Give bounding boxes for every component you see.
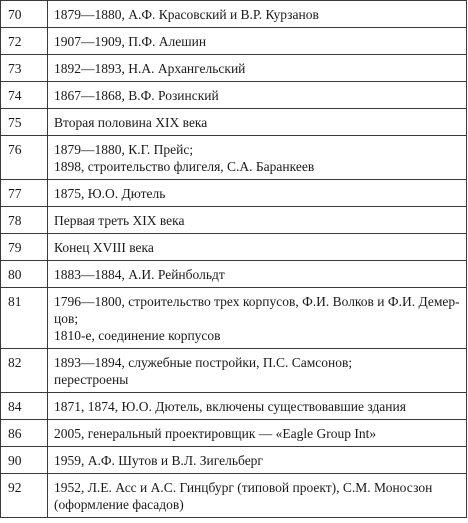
row-number: 76 <box>1 136 48 180</box>
description-line: 1879—1880, К.Г. Прейс; <box>54 142 194 157</box>
table-row <box>1 1 467 28</box>
row-description <box>48 393 467 420</box>
table-row <box>1 55 467 82</box>
table-row <box>1 261 467 288</box>
description-line: Первая треть XIX века <box>54 213 185 228</box>
row-description <box>48 261 467 288</box>
table-row <box>1 447 467 474</box>
row-number: 70 <box>1 1 48 28</box>
row-number: 79 <box>1 234 48 261</box>
row-number: 86 <box>1 420 48 447</box>
row-description <box>48 447 467 474</box>
table-row <box>1 136 467 180</box>
description-line: 1952, Л.Е. Асс и А.С. Гинцбург (типовой проект), С.М. Моносзон <box>54 480 433 495</box>
description-line: цов; <box>54 311 79 326</box>
description-line: перестроены <box>54 372 129 387</box>
description-line: 1893—1894, служебные постройки, П.С. Самсонов; <box>54 355 353 370</box>
row-number: 78 <box>1 207 48 234</box>
row-description <box>48 109 467 136</box>
row-number: 74 <box>1 82 48 109</box>
description-line: 1879—1880, А.Ф. Красовский и В.Р. Курзанов <box>54 7 319 22</box>
row-number: 82 <box>1 349 48 393</box>
row-number: 80 <box>1 261 48 288</box>
row-description <box>48 55 467 82</box>
table-row <box>1 349 467 393</box>
table-row <box>1 234 467 261</box>
row-description <box>48 207 467 234</box>
description-line: 1883—1884, А.И. Рейнбольдт <box>54 267 225 282</box>
row-description <box>48 349 467 393</box>
description-line: 1875, Ю.О. Дютель <box>54 186 166 201</box>
description-line: 1959, А.Ф. Шутов и В.Л. Зигельберг <box>54 453 263 468</box>
table-row <box>1 288 467 349</box>
description-line: Вторая половина XIX века <box>54 115 208 130</box>
table-body <box>1 1 467 518</box>
description-line: 1810-е, соединение корпусов <box>54 328 221 343</box>
row-number: 84 <box>1 393 48 420</box>
description-line: (оформление фасадов) <box>54 497 184 512</box>
row-number: 77 <box>1 180 48 207</box>
row-description <box>48 234 467 261</box>
description-line: 1796—1800, строительство трех корпусов, Ф.И. Волков и Ф.И. Демер- <box>54 294 460 309</box>
row-description <box>48 82 467 109</box>
description-line: 1907—1909, П.Ф. Алешин <box>54 34 207 49</box>
row-description <box>48 420 467 447</box>
table-row <box>1 474 467 518</box>
table-row <box>1 393 467 420</box>
row-number: 75 <box>1 109 48 136</box>
table-row <box>1 207 467 234</box>
row-number: 72 <box>1 28 48 55</box>
description-line: 1892—1893, Н.А. Архангельский <box>54 61 246 76</box>
row-description <box>48 180 467 207</box>
table-row <box>1 420 467 447</box>
description-line: 2005, генеральный проектировщик — «Eagle Group Int» <box>54 426 377 441</box>
table-row <box>1 82 467 109</box>
row-number: 92 <box>1 474 48 518</box>
table-row <box>1 28 467 55</box>
row-number: 90 <box>1 447 48 474</box>
row-description <box>48 474 467 518</box>
row-description <box>48 28 467 55</box>
table-row <box>1 180 467 207</box>
row-description <box>48 288 467 349</box>
row-description <box>48 1 467 28</box>
row-number: 81 <box>1 288 48 349</box>
description-line: 1871, 1874, Ю.О. Дютель, включены существовавшие здания <box>54 399 406 414</box>
description-line: 1898, строительство флигеля, С.А. Баранкеев <box>54 159 315 174</box>
row-description <box>48 136 467 180</box>
table-row <box>1 109 467 136</box>
description-line: 1867—1868, В.Ф. Розинский <box>54 88 219 103</box>
row-number: 73 <box>1 55 48 82</box>
description-line: Конец XVIII века <box>54 240 154 255</box>
